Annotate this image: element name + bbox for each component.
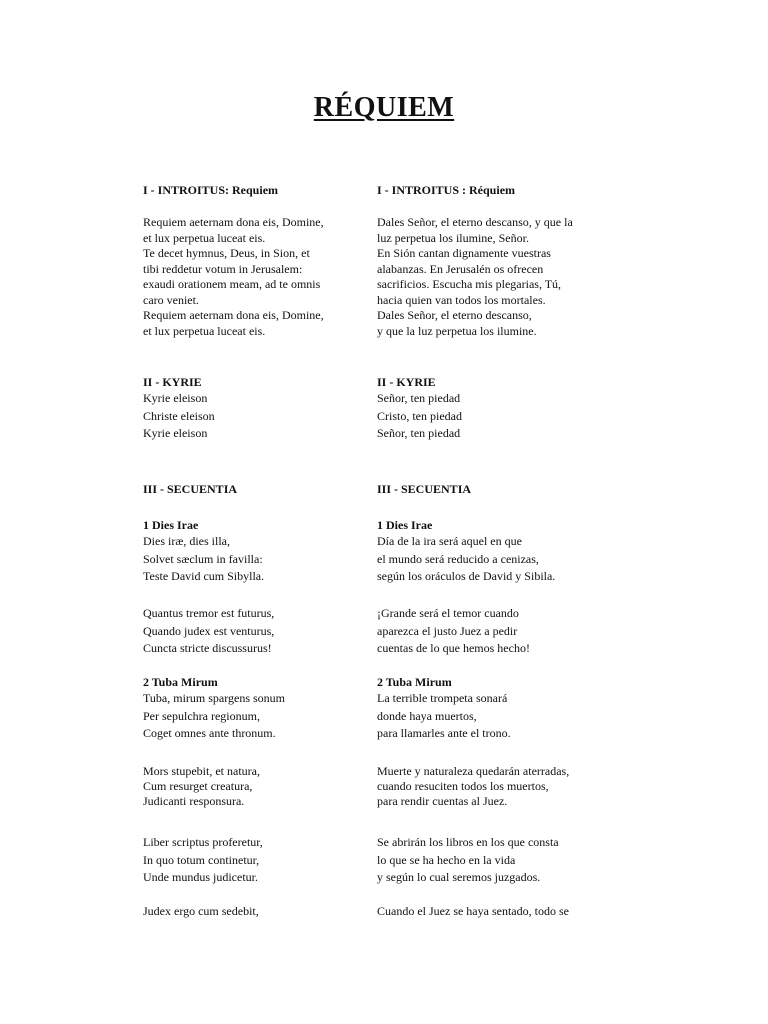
latin-introitus-heading-block bbox=[143, 183, 363, 198]
latin-tuba-mirum-stanza-3 bbox=[143, 834, 363, 887]
latin-tuba-mirum-stanza-2 bbox=[143, 764, 363, 809]
text-line: exaudi orationem meam, ad te omnis bbox=[143, 277, 321, 291]
spanish-secuentia-heading: III - SECUENTIA bbox=[377, 482, 472, 496]
text-line: Te decet hymnus, Deus, in Sion, et bbox=[143, 246, 310, 260]
text-line: aparezca el justo Juez a pedir bbox=[377, 623, 518, 638]
text-line: Quando judex est venturus, bbox=[143, 623, 275, 638]
text-line: el mundo será reducido a cenizas, bbox=[377, 551, 539, 566]
text-line: et lux perpetua luceat eis. bbox=[143, 230, 266, 245]
text-line: lo que se ha hecho en la vida bbox=[377, 852, 516, 867]
text-line: Día de la ira será aquel en que bbox=[377, 534, 522, 548]
text-line: y que la luz perpetua los ilumine. bbox=[377, 323, 537, 338]
text-line: Dales Señor, el eterno descanso, y que la bbox=[377, 215, 573, 229]
latin-kyrie bbox=[143, 375, 363, 443]
text-line: ¡Grande será el temor cuando bbox=[377, 606, 519, 620]
spanish-dies-irae bbox=[377, 518, 607, 586]
text-line: Solvet sæclum in favilla: bbox=[143, 551, 263, 566]
spanish-dies-irae-stanza-2 bbox=[377, 605, 607, 658]
text-line: tibi reddetur votum in Jerusalem: bbox=[143, 261, 303, 276]
spanish-kyrie-heading: II - KYRIE bbox=[377, 375, 436, 389]
text-line: sacrificios. Escucha mis plegarias, Tú, bbox=[377, 277, 562, 291]
latin-kyrie-heading: II - KYRIE bbox=[143, 375, 202, 389]
spanish-dies-irae-heading: 1 Dies Irae bbox=[377, 518, 433, 532]
text-line: Cristo, ten piedad bbox=[377, 408, 462, 423]
latin-dies-irae bbox=[143, 518, 363, 586]
text-line: Judicanti responsura. bbox=[143, 794, 245, 808]
text-line: La terrible trompeta sonará bbox=[377, 691, 508, 705]
spanish-tuba-mirum-heading: 2 Tuba Mirum bbox=[377, 675, 452, 689]
text-line: Christe eleison bbox=[143, 408, 215, 423]
latin-tuba-mirum-heading: 2 Tuba Mirum bbox=[143, 675, 218, 689]
text-line: Coget omnes ante thronum. bbox=[143, 726, 276, 740]
text-line: caro veniet. bbox=[143, 292, 199, 307]
text-line: Cuando el Juez se haya sentado, todo se bbox=[377, 904, 569, 918]
text-line: Requiem aeternam dona eis, Domine, bbox=[143, 215, 324, 229]
text-line: según los oráculos de David y Sibila. bbox=[377, 569, 556, 583]
latin-introitus-heading: I - INTROITUS: Requiem bbox=[143, 183, 279, 197]
text-line: para rendir cuentas al Juez. bbox=[377, 794, 508, 808]
text-line: Teste David cum Sibylla. bbox=[143, 569, 265, 583]
text-line: para llamarles ante el trono. bbox=[377, 726, 511, 740]
text-line: Cum resurget creatura, bbox=[143, 779, 253, 793]
spanish-tuba-mirum-stanza-4 bbox=[377, 904, 607, 920]
text-line: Señor, ten piedad bbox=[377, 391, 461, 405]
text-line: Unde mundus judicetur. bbox=[143, 870, 258, 884]
spanish-tuba-mirum-stanza-2 bbox=[377, 764, 607, 809]
text-line: Muerte y naturaleza quedarán aterradas, bbox=[377, 764, 570, 778]
text-line: cuando resuciten todos los muertos, bbox=[377, 779, 549, 793]
text-line: Se abrirán los libros en los que consta bbox=[377, 835, 559, 849]
spanish-introitus-text bbox=[377, 215, 607, 339]
text-line: y según lo cual seremos juzgados. bbox=[377, 870, 541, 884]
text-line: hacia quien van todos los mortales. bbox=[377, 292, 546, 307]
latin-introitus-text bbox=[143, 215, 363, 339]
text-line: Per sepulchra regionum, bbox=[143, 708, 260, 723]
text-line: Quantus tremor est futurus, bbox=[143, 606, 275, 620]
latin-dies-irae-stanza-2 bbox=[143, 605, 363, 658]
latin-secuentia-heading: III - SECUENTIA bbox=[143, 482, 238, 496]
text-line: En Sión cantan dignamente vuestras bbox=[377, 246, 551, 260]
text-line: alabanzas. En Jerusalén os ofrecen bbox=[377, 261, 544, 276]
spanish-kyrie bbox=[377, 375, 607, 443]
spanish-secuentia bbox=[377, 482, 607, 497]
text-line: donde haya muertos, bbox=[377, 708, 477, 723]
text-line: Dales Señor, el eterno descanso, bbox=[377, 308, 532, 322]
text-line: Requiem aeternam dona eis, Domine, bbox=[143, 308, 324, 322]
text-line: Judex ergo cum sedebit, bbox=[143, 904, 259, 918]
text-line: luz perpetua los ilumine, Señor. bbox=[377, 230, 529, 245]
text-line: In quo totum continetur, bbox=[143, 852, 260, 867]
latin-dies-irae-heading: 1 Dies Irae bbox=[143, 518, 199, 532]
text-line: Liber scriptus proferetur, bbox=[143, 835, 263, 849]
spanish-tuba-mirum-stanza-3 bbox=[377, 834, 607, 887]
spanish-tuba-mirum bbox=[377, 675, 607, 743]
text-line: Kyrie eleison bbox=[143, 391, 208, 405]
text-line: Mors stupebit, et natura, bbox=[143, 764, 260, 778]
latin-tuba-mirum bbox=[143, 675, 363, 743]
latin-secuentia bbox=[143, 482, 363, 497]
spanish-introitus-heading-block bbox=[377, 183, 607, 198]
text-line: et lux perpetua luceat eis. bbox=[143, 323, 266, 338]
page-title: RÉQUIEM bbox=[313, 92, 455, 123]
text-line: Tuba, mirum spargens sonum bbox=[143, 691, 286, 705]
latin-tuba-mirum-stanza-4 bbox=[143, 904, 363, 920]
text-line: cuentas de lo que hemos hecho! bbox=[377, 641, 530, 655]
text-line: Cuncta stricte discussurus! bbox=[143, 641, 272, 655]
text-line: Dies iræ, dies illa, bbox=[143, 534, 230, 548]
text-line: Señor, ten piedad bbox=[377, 426, 461, 440]
spanish-introitus-heading: I - INTROITUS : Réquiem bbox=[377, 183, 516, 197]
text-line: Kyrie eleison bbox=[143, 426, 208, 440]
